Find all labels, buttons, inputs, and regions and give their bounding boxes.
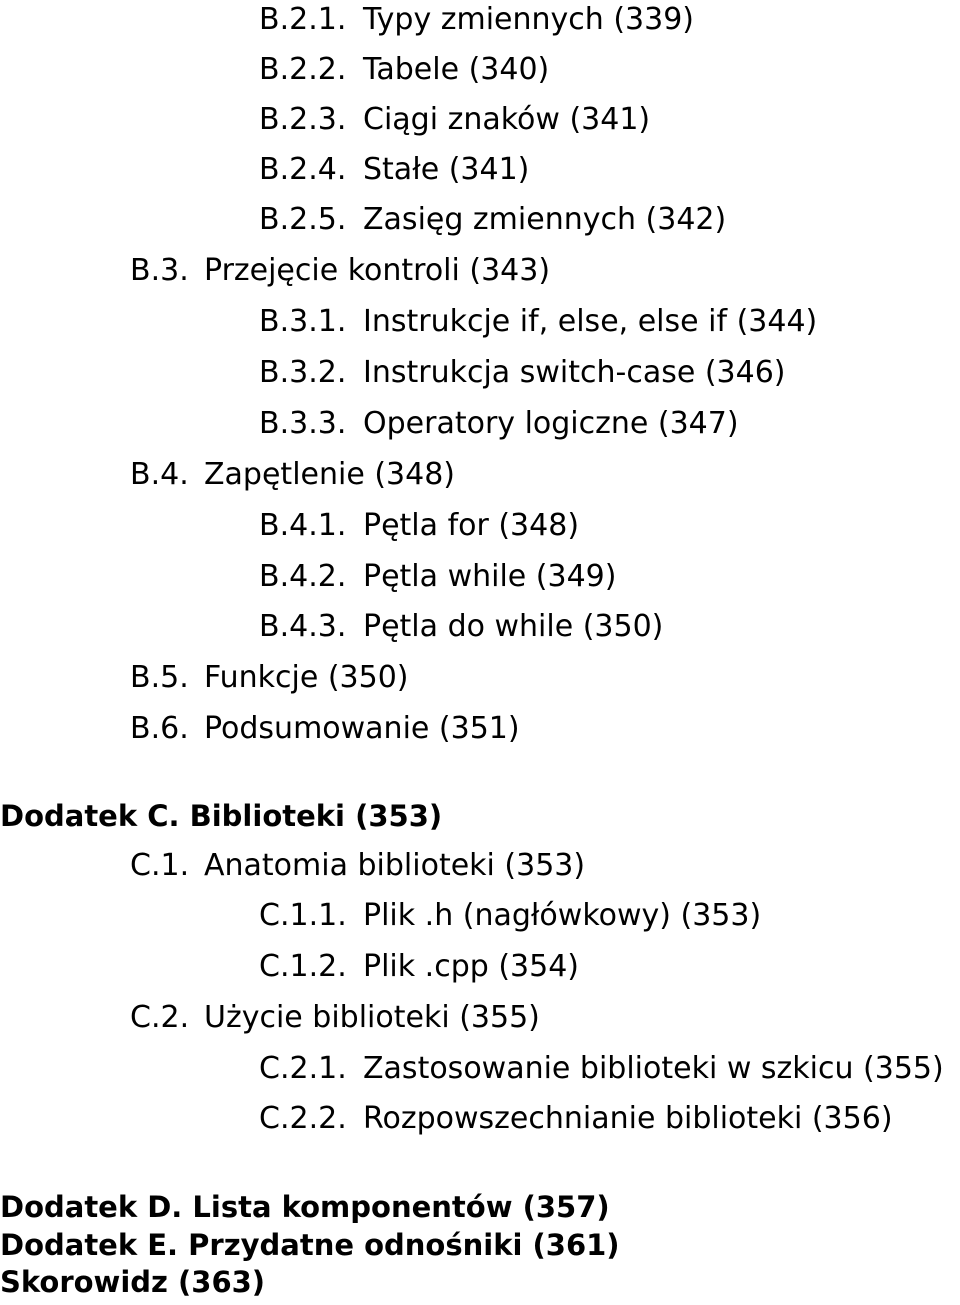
- toc-entry-c-2-1: [259, 1051, 944, 1087]
- toc-appendix-e-heading: Dodatek E. Przydatne odnośniki (361): [0, 1228, 620, 1262]
- toc-entry-number: B.2.1.: [259, 2, 347, 37]
- toc-entry-title: Instrukcje if, else, else if (344): [363, 304, 818, 339]
- toc-appendix-d-heading: Dodatek D. Lista komponentów (357): [0, 1190, 610, 1224]
- toc-entry-number: C.2.: [130, 1000, 190, 1035]
- toc-entry-title: Rozpowszechnianie biblioteki (356): [363, 1101, 893, 1136]
- toc-entry-title: Przejęcie kontroli (343): [204, 253, 551, 288]
- toc-entry-b-4-2: [259, 559, 616, 595]
- toc-entry-number: C.1.1.: [259, 898, 347, 933]
- toc-entry-number: B.4.: [130, 457, 189, 492]
- toc-entry-number: C.1.2.: [259, 949, 347, 984]
- toc-entry-c-1-1: [259, 898, 761, 934]
- toc-entry-number: B.2.2.: [259, 52, 347, 87]
- toc-entry-title: Operatory logiczne (347): [363, 406, 739, 441]
- toc-entry-title: Pętla do while (350): [363, 609, 664, 644]
- toc-entry-c-1: [130, 848, 585, 884]
- toc-entry-title: Instrukcja switch-case (346): [363, 355, 786, 390]
- toc-entry-b-4-1: [259, 508, 579, 544]
- toc-entry-number: B.3.1.: [259, 304, 347, 339]
- toc-entry-b-4-3: [259, 609, 663, 645]
- toc-entry-b-2-5: [259, 202, 726, 238]
- toc-entry-b-2-3: [259, 102, 650, 138]
- toc-entry-b-3-2: [259, 355, 786, 391]
- toc-entry-number: C.2.1.: [259, 1051, 347, 1086]
- toc-entry-title: Plik .cpp (354): [363, 949, 579, 984]
- toc-entry-title: Pętla while (349): [363, 559, 617, 594]
- toc-entry-c-2: [130, 1000, 540, 1036]
- toc-entry-number: B.2.4.: [259, 152, 347, 187]
- toc-entry-number: B.6.: [130, 711, 189, 746]
- toc-index-heading: Skorowidz (363): [0, 1265, 266, 1299]
- toc-entry-title: Zapętlenie (348): [204, 457, 456, 492]
- toc-entry-title: Stałe (341): [363, 152, 530, 187]
- toc-entry-b-3-3: [259, 406, 739, 442]
- toc-entry-b-2-2: [259, 52, 549, 88]
- toc-entry-b-4: [130, 457, 455, 493]
- toc-entry-number: B.4.1.: [259, 508, 347, 543]
- toc-entry-b-3-1: [259, 304, 817, 340]
- toc-entry-number: B.5.: [130, 660, 189, 695]
- toc-entry-title: Plik .h (nagłówkowy) (353): [363, 898, 762, 933]
- toc-entry-b-6: [130, 711, 520, 747]
- toc-entry-title: Zasięg zmiennych (342): [363, 202, 727, 237]
- toc-appendix-c-heading: Dodatek C. Biblioteki (353): [0, 799, 443, 833]
- toc-entry-number: C.2.2.: [259, 1101, 347, 1136]
- toc-entry-number: B.3.2.: [259, 355, 347, 390]
- toc-entry-b-3: [130, 253, 550, 289]
- toc-entry-title: Anatomia biblioteki (353): [204, 848, 586, 883]
- toc-entry-c-2-2: [259, 1101, 893, 1137]
- toc-entry-number: B.3.3.: [259, 406, 347, 441]
- toc-entry-title: Funkcje (350): [204, 660, 409, 695]
- toc-entry-number: B.4.3.: [259, 609, 347, 644]
- toc-entry-title: Użycie biblioteki (355): [204, 1000, 540, 1035]
- toc-entry-title: Ciągi znaków (341): [363, 102, 651, 137]
- toc-entry-b-2-4: [259, 152, 529, 188]
- toc-entry-number: B.2.3.: [259, 102, 347, 137]
- toc-entry-title: Typy zmiennych (339): [363, 2, 694, 37]
- toc-entry-number: B.4.2.: [259, 559, 347, 594]
- toc-entry-title: Pętla for (348): [363, 508, 580, 543]
- toc-entry-number: B.3.: [130, 253, 189, 288]
- toc-entry-number: C.1.: [130, 848, 190, 883]
- toc-entry-title: Podsumowanie (351): [204, 711, 520, 746]
- toc-entry-b-5: [130, 660, 409, 696]
- toc-entry-number: B.2.5.: [259, 202, 347, 237]
- toc-entry-b-2-1: [259, 2, 694, 38]
- toc-entry-title: Tabele (340): [363, 52, 550, 87]
- toc-entry-title: Zastosowanie biblioteki w szkicu (355): [363, 1051, 944, 1086]
- toc-entry-c-1-2: [259, 949, 579, 985]
